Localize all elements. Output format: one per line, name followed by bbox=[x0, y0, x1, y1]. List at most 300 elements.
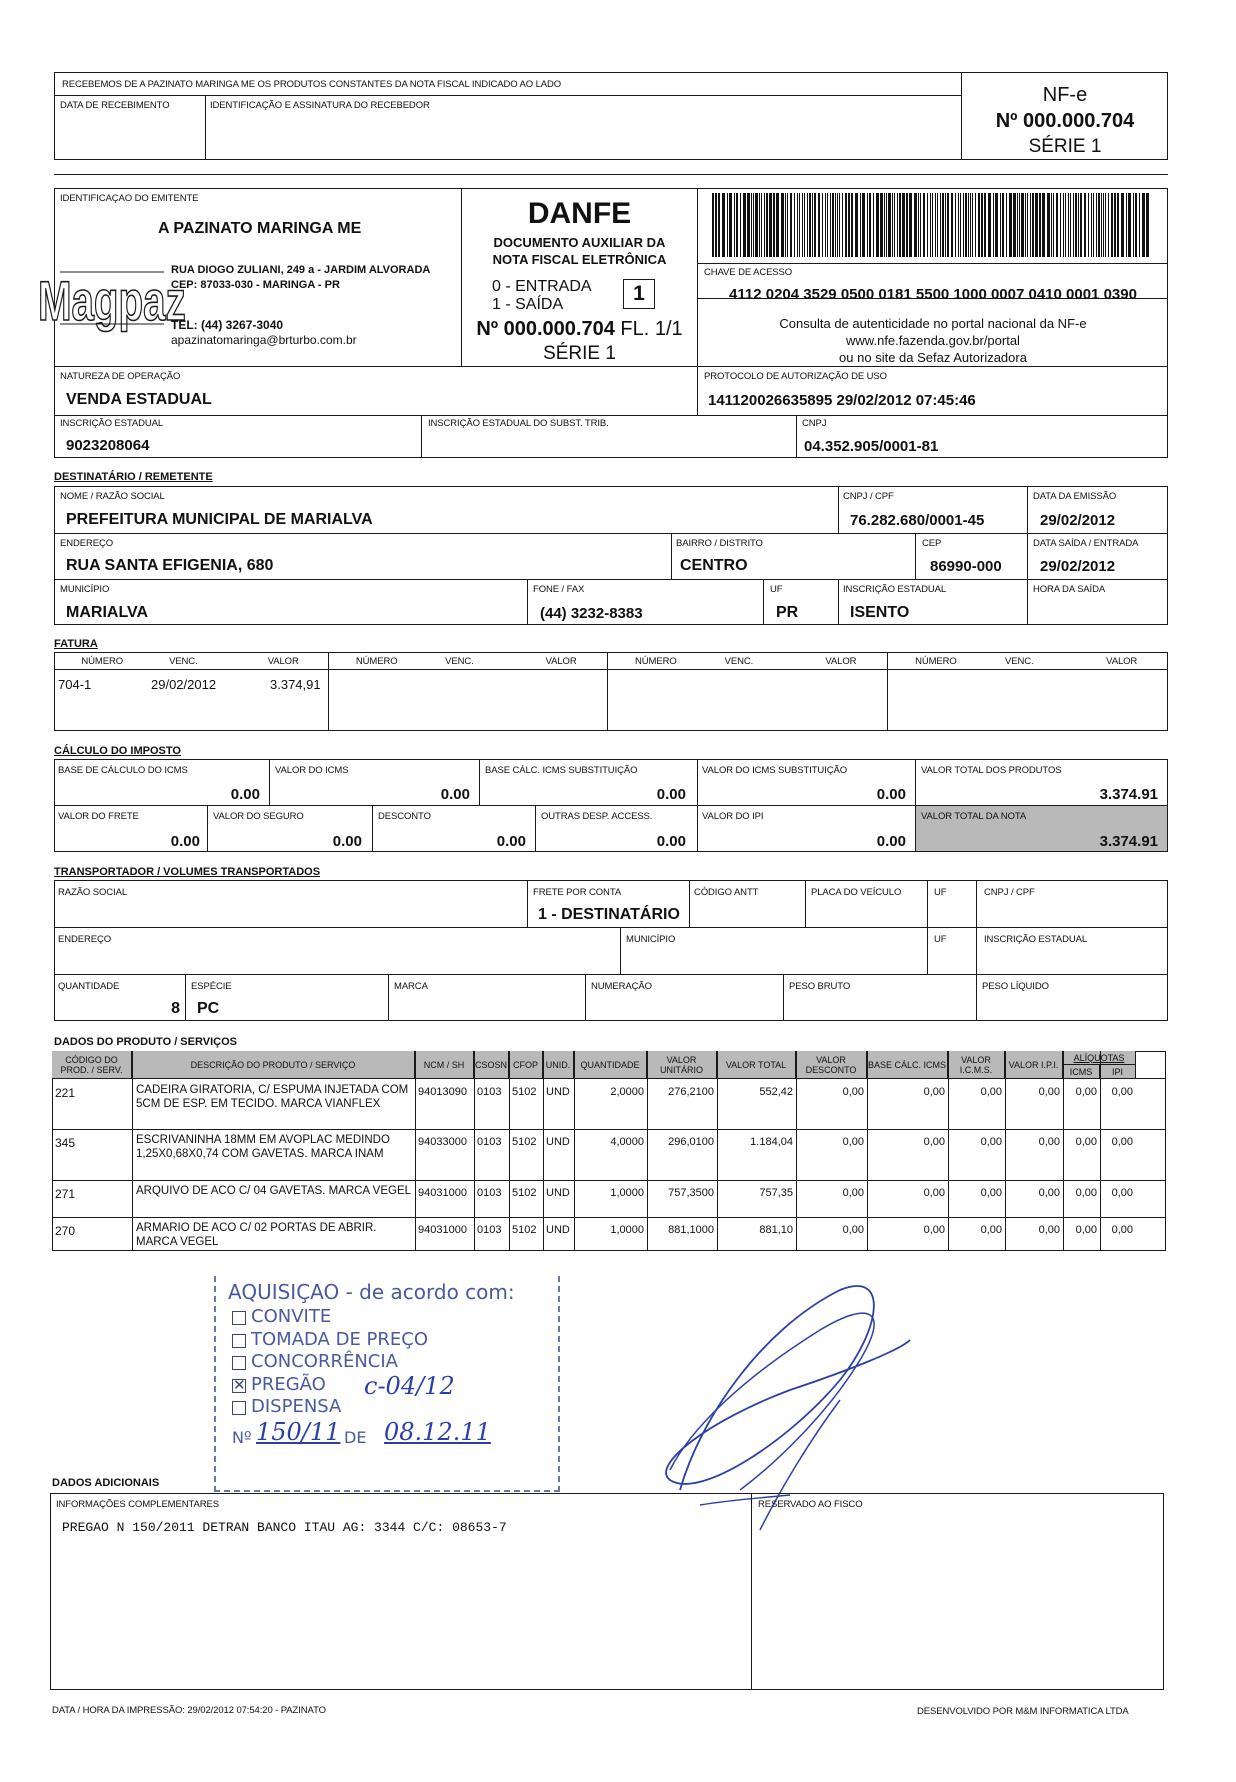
dest-nome-label: NOME / RAZÃO SOCIAL bbox=[60, 491, 165, 502]
fatura-header-numero: NÚMERO bbox=[81, 656, 124, 667]
produtos-header-vtot: VALOR TOTAL bbox=[717, 1051, 796, 1078]
cell-csosn: 0103 bbox=[477, 1187, 502, 1199]
barcode-bar bbox=[812, 193, 813, 257]
barcode-bar bbox=[935, 193, 936, 257]
barcode-bar bbox=[1070, 193, 1071, 257]
barcode-bar bbox=[1060, 193, 1061, 257]
fatura-header-valor: VALOR bbox=[1106, 656, 1138, 667]
barcode-bar bbox=[769, 193, 772, 257]
barcode-bar bbox=[1088, 193, 1089, 257]
fatura-header-numero: NÚMERO bbox=[635, 656, 677, 667]
danfe-numero-text: Nº 000.000.704 bbox=[476, 318, 615, 340]
produtos-header-desc: DESCRIÇÃO DO PRODUTO / SERVIÇO bbox=[132, 1051, 415, 1078]
barcode-bar bbox=[837, 193, 838, 257]
cell-vdesc: 0,00 bbox=[842, 1187, 864, 1199]
consulta-2: www.nfe.fazenda.gov.br/portal bbox=[846, 333, 1020, 348]
barcode-bar bbox=[832, 193, 834, 257]
barcode-bar bbox=[848, 193, 850, 257]
barcode-bar bbox=[993, 193, 994, 257]
cell-aipi: 0,00 bbox=[1111, 1136, 1133, 1148]
barcode-bar bbox=[923, 193, 925, 257]
danfe-title: DANFE bbox=[527, 197, 632, 230]
produtos-header-aliquotas: ALÍQUOTAS bbox=[1063, 1051, 1136, 1065]
fatura-header-valor: VALOR bbox=[267, 656, 299, 667]
barcode-bar bbox=[799, 193, 800, 257]
barcode-bar bbox=[1035, 193, 1038, 257]
cell-cfop: 5102 bbox=[512, 1187, 537, 1199]
stamp-option-label: DISPENSA bbox=[251, 1396, 342, 1417]
barcode-bar bbox=[984, 193, 986, 257]
barcode-bar bbox=[825, 193, 826, 257]
transp-municipio-label: MUNICÍPIO bbox=[626, 934, 676, 945]
barcode-bar bbox=[1030, 193, 1031, 257]
barcode-bar bbox=[727, 193, 728, 257]
produtos-header-cfop: CFOP bbox=[509, 1051, 543, 1078]
barcode-bar bbox=[751, 193, 752, 257]
base-icms-label: BASE DE CÁLCULO DO ICMS bbox=[58, 765, 188, 776]
base-icms: 0.00 bbox=[230, 786, 260, 803]
chave-label: CHAVE DE ACESSO bbox=[704, 267, 793, 278]
emitente-tel: TEL: (44) 3267-3040 bbox=[171, 318, 284, 332]
barcode-bar bbox=[1128, 193, 1131, 257]
cell-un: UND bbox=[546, 1136, 570, 1148]
cell-desc: ESCRIVANINHA 18MM EM AVOPLAC MEDINDO 1,25X0,68X0,74 COM GAVETAS. MARCA INAM bbox=[136, 1134, 390, 1160]
cell-vdesc: 0,00 bbox=[842, 1224, 864, 1236]
fatura-header-valor: VALOR bbox=[825, 656, 857, 667]
barcode-bar bbox=[1075, 193, 1077, 257]
barcode-bar bbox=[970, 193, 971, 257]
destinatario-section: DESTINATÁRIO / REMETENTE bbox=[54, 471, 213, 483]
barcode-bar bbox=[927, 193, 928, 257]
barcode-bar bbox=[1019, 193, 1020, 257]
barcode-bar bbox=[781, 193, 784, 257]
cell-vdesc: 0,00 bbox=[842, 1086, 864, 1098]
stamp-numero: 150/11 bbox=[256, 1418, 341, 1446]
dest-cnpj-label: CNPJ / CPF bbox=[843, 491, 894, 502]
canhoto-serie: SÉRIE 1 bbox=[1028, 136, 1102, 157]
stamp-de-label: DE bbox=[344, 1428, 367, 1447]
produtos-header-ncm: NCM / SH bbox=[415, 1051, 474, 1078]
barcode-bar bbox=[975, 193, 976, 257]
cell-cfop: 5102 bbox=[512, 1136, 537, 1148]
cell-qtd: 1,0000 bbox=[610, 1187, 644, 1199]
produtos-header-cod: CÓDIGO DO PROD. / SERV. bbox=[52, 1051, 132, 1078]
dashed-separator bbox=[54, 174, 1168, 175]
cell-vicms: 0,00 bbox=[980, 1187, 1002, 1199]
stamp-option-label: PREGÃO bbox=[251, 1373, 326, 1395]
barcode-bar bbox=[759, 193, 760, 257]
cell-desc: ARMARIO DE ACO C/ 02 PORTAS DE ABRIR. MARCA VEGEL bbox=[136, 1222, 377, 1248]
emitente-logo bbox=[37, 262, 186, 338]
barcode-bar bbox=[773, 193, 775, 257]
fatura-header-numero: NÚMERO bbox=[355, 656, 398, 667]
barcode-bar bbox=[862, 193, 865, 257]
cell-un: UND bbox=[546, 1187, 570, 1199]
barcode-bar bbox=[920, 193, 921, 257]
barcode-bar bbox=[914, 193, 917, 257]
barcode-bar bbox=[888, 193, 891, 257]
fisco-label: RESERVADO AO FISCO bbox=[758, 1499, 863, 1510]
produtos-header-un: UNID. bbox=[543, 1051, 574, 1078]
transp-frete-label: FRETE POR CONTA bbox=[533, 887, 622, 898]
cell-cod: 271 bbox=[55, 1187, 76, 1201]
barcode-bar bbox=[736, 193, 738, 257]
barcode-bar bbox=[776, 193, 779, 257]
transp-numeracao-label: NUMERAÇÃO bbox=[591, 981, 652, 992]
produtos-header-csosn: CSOSN bbox=[474, 1051, 509, 1078]
frete: 0.00 bbox=[170, 833, 200, 850]
dest-emissao-label: DATA DA EMISSÃO bbox=[1033, 491, 1117, 502]
barcode-bar bbox=[827, 193, 828, 257]
barcode-bar bbox=[764, 193, 765, 257]
barcode-bar bbox=[1000, 193, 1001, 257]
barcode-bar bbox=[1027, 193, 1028, 257]
cell-cod: 345 bbox=[55, 1136, 76, 1150]
barcode-bar bbox=[1098, 193, 1100, 257]
barcode-bar bbox=[899, 193, 901, 257]
total-nota: 3.374.91 bbox=[1099, 833, 1158, 850]
fatura-header-venc: VENC. bbox=[169, 656, 198, 667]
transp-uf-label: UF bbox=[934, 887, 947, 898]
cell-vipi: 0,00 bbox=[1038, 1136, 1060, 1148]
barcode-bar bbox=[867, 193, 868, 257]
barcode-bar bbox=[1111, 193, 1113, 257]
barcode-bar bbox=[729, 193, 732, 257]
natureza-label: NATUREZA DE OPERAÇÃO bbox=[60, 371, 181, 382]
cell-aicms: 0,00 bbox=[1075, 1224, 1097, 1236]
barcode bbox=[712, 193, 1152, 257]
danfe-subtitle-1: DOCUMENTO AUXILIAR DA bbox=[493, 235, 666, 250]
barcode-bar bbox=[909, 193, 912, 257]
dest-municipio-label: MUNICÍPIO bbox=[60, 584, 110, 595]
produtos-header-qtd: QUANTIDADE bbox=[574, 1051, 647, 1078]
produtos-section: DADOS DO PRODUTO / SERVIÇOS bbox=[54, 1036, 237, 1048]
barcode-bar bbox=[930, 193, 931, 257]
natureza-value: VENDA ESTADUAL bbox=[66, 391, 212, 408]
transp-antt-label: CÓDIGO ANTT bbox=[694, 887, 759, 898]
barcode-bar bbox=[1047, 193, 1050, 257]
cell-cfop: 5102 bbox=[512, 1224, 537, 1236]
danfe-serie: SÉRIE 1 bbox=[543, 343, 616, 364]
cell-aicms: 0,00 bbox=[1075, 1136, 1097, 1148]
produtos-header-vicms: VALOR I.C.M.S. bbox=[948, 1051, 1005, 1078]
dest-cep-label: CEP bbox=[922, 538, 942, 549]
transp-uf2-label: UF bbox=[934, 934, 947, 945]
barcode-bar bbox=[1021, 193, 1024, 257]
barcode-bar bbox=[1091, 193, 1092, 257]
cell-vtot: 881,10 bbox=[759, 1224, 793, 1236]
barcode-bar bbox=[753, 193, 754, 257]
cell-vunit: 276,2100 bbox=[668, 1086, 714, 1098]
barcode-bar bbox=[1121, 193, 1124, 257]
barcode-bar bbox=[1101, 193, 1102, 257]
barcode-bar bbox=[988, 193, 991, 257]
barcode-bar bbox=[1139, 193, 1140, 257]
barcode-bar bbox=[830, 193, 831, 257]
checkbox-concorrncia bbox=[232, 1356, 246, 1370]
barcode-bar bbox=[761, 193, 762, 257]
barcode-bar bbox=[1135, 193, 1137, 257]
cell-base: 0,00 bbox=[923, 1086, 945, 1098]
produtos-header-aipi: IPI bbox=[1100, 1065, 1136, 1078]
barcode-bar bbox=[794, 193, 795, 257]
icms-st: 0.00 bbox=[876, 786, 906, 803]
barcode-bar bbox=[860, 193, 861, 257]
cell-ncm: 94013090 bbox=[418, 1086, 467, 1098]
cell-vicms: 0,00 bbox=[980, 1224, 1002, 1236]
fatura-header-numero: NÚMERO bbox=[915, 656, 957, 667]
total-prod-label: VALOR TOTAL DOS PRODUTOS bbox=[921, 765, 1062, 776]
seguro-label: VALOR DO SEGURO bbox=[213, 811, 304, 822]
consulta-3: ou no site da Sefaz Autorizadora bbox=[839, 350, 1027, 365]
barcode-bar bbox=[965, 193, 967, 257]
barcode-bar bbox=[855, 193, 858, 257]
cell-desc: ARQUIVO DE ACO C/ 04 GAVETAS. MARCA VEGEL bbox=[136, 1185, 412, 1197]
stamp-option-label: CONVITE bbox=[251, 1306, 332, 1327]
produtos-header-vunit: VALOR UNITÁRIO bbox=[647, 1051, 717, 1078]
cell-vicms: 0,00 bbox=[980, 1136, 1002, 1148]
dest-nome: PREFEITURA MUNICIPAL DE MARIALVA bbox=[66, 511, 373, 528]
emitente-email: apazinatomaringa@brturbo.com.br bbox=[171, 333, 357, 347]
barcode-bar bbox=[955, 193, 956, 257]
barcode-bar bbox=[845, 193, 847, 257]
barcode-bar bbox=[1108, 193, 1109, 257]
dest-bairro: CENTRO bbox=[680, 557, 748, 574]
impressao: DATA / HORA DA IMPRESSÃO: 29/02/2012 07:54:20 - PAZINATO bbox=[52, 1705, 326, 1716]
produtos-header-aicms: ICMS bbox=[1063, 1065, 1100, 1078]
cnpj-label: CNPJ bbox=[802, 418, 827, 429]
transp-marca-label: MARCA bbox=[394, 981, 428, 992]
cell-base: 0,00 bbox=[923, 1136, 945, 1148]
identificacao-recebedor-label: IDENTIFICAÇÃO E ASSINATURA DO RECEBEDOR bbox=[210, 100, 430, 111]
barcode-bar bbox=[995, 193, 998, 257]
cell-aicms: 0,00 bbox=[1075, 1086, 1097, 1098]
total-prod: 3.374.91 bbox=[1099, 786, 1158, 803]
dest-cep: 86990-000 bbox=[930, 558, 1002, 575]
desconto-label: DESCONTO bbox=[378, 811, 431, 822]
barcode-bar bbox=[892, 193, 893, 257]
barcode-bar bbox=[932, 193, 933, 257]
protocolo-label: PROTOCOLO DE AUTORIZAÇÃO DE USO bbox=[704, 371, 887, 382]
fatura-header-venc: VENC. bbox=[1005, 656, 1034, 667]
barcode-bar bbox=[790, 193, 792, 257]
fatura-header-valor: VALOR bbox=[545, 656, 577, 667]
barcode-bar bbox=[873, 193, 874, 257]
barcode-bar bbox=[937, 193, 938, 257]
barcode-bar bbox=[876, 193, 879, 257]
barcode-bar bbox=[1096, 193, 1097, 257]
barcode-bar bbox=[884, 193, 885, 257]
transp-liquido-label: PESO LÍQUIDO bbox=[982, 981, 1049, 992]
icms-st-label: VALOR DO ICMS SUBSTITUIÇÃO bbox=[702, 765, 848, 776]
barcode-bar bbox=[802, 193, 803, 257]
barcode-bar bbox=[1146, 193, 1149, 257]
cell-qtd: 2,0000 bbox=[610, 1086, 644, 1098]
barcode-bar bbox=[945, 193, 946, 257]
cell-ncm: 94031000 bbox=[418, 1224, 467, 1236]
danfe-entrada: 0 - ENTRADA bbox=[492, 278, 592, 295]
dest-municipio: MARIALVA bbox=[66, 604, 149, 621]
cell-aipi: 0,00 bbox=[1111, 1224, 1133, 1236]
cell-qtd: 4,0000 bbox=[610, 1136, 644, 1148]
barcode-bar bbox=[981, 193, 983, 257]
cell-vipi: 0,00 bbox=[1038, 1086, 1060, 1098]
canhoto-header: RECEBEMOS DE A PAZINATO MARINGA ME OS PRODUTOS CONSTANTES DA NOTA FISCAL INDICADO AO LADO bbox=[62, 79, 562, 90]
cell-aicms: 0,00 bbox=[1075, 1187, 1097, 1199]
barcode-bar bbox=[902, 193, 905, 257]
ie-st-label: INSCRIÇÃO ESTADUAL DO SUBST. TRIB. bbox=[428, 418, 609, 429]
transp-qtd-label: QUANTIDADE bbox=[58, 981, 120, 992]
barcode-bar bbox=[743, 193, 746, 257]
danfe-tipo-box: 1 bbox=[623, 279, 655, 309]
danfe-numero bbox=[462, 318, 697, 341]
checkbox-dispensa bbox=[232, 1401, 246, 1415]
produtos-header-vipi: VALOR I.P.I. bbox=[1005, 1051, 1063, 1078]
cnpj-value: 04.352.905/0001-81 bbox=[804, 438, 939, 455]
stamp-title: AQUISIÇAO - de acordo com: bbox=[228, 1280, 515, 1304]
barcode-bar bbox=[1068, 193, 1069, 257]
desconto: 0.00 bbox=[496, 833, 526, 850]
stamp-option-label: TOMADA DE PREÇO bbox=[251, 1328, 429, 1350]
dest-ie: ISENTO bbox=[850, 604, 910, 621]
barcode-bar bbox=[1025, 193, 1026, 257]
fatura-numero: 704-1 bbox=[58, 677, 92, 692]
barcode-bar bbox=[734, 193, 735, 257]
barcode-bar bbox=[1114, 193, 1116, 257]
barcode-bar bbox=[951, 193, 953, 257]
dest-uf: PR bbox=[776, 604, 799, 621]
barcode-bar bbox=[835, 193, 836, 257]
barcode-bar bbox=[804, 193, 805, 257]
barcode-bar bbox=[886, 193, 887, 257]
ipi-label: VALOR DO IPI bbox=[702, 811, 764, 822]
barcode-bar bbox=[809, 193, 811, 257]
cell-aipi: 0,00 bbox=[1111, 1187, 1133, 1199]
barcode-bar bbox=[963, 193, 964, 257]
barcode-bar bbox=[755, 193, 758, 257]
adicionais-section: DADOS ADICIONAIS bbox=[52, 1477, 160, 1489]
barcode-bar bbox=[851, 193, 853, 257]
emitente-cep: CEP: 87033-030 - MARINGA - PR bbox=[171, 279, 340, 291]
barcode-bar bbox=[766, 193, 768, 257]
desenvolvido: DESENVOLVIDO POR M&M INFORMATICA LTDA bbox=[917, 1706, 1129, 1717]
barcode-bar bbox=[797, 193, 798, 257]
dest-endereco-label: ENDEREÇO bbox=[60, 538, 114, 549]
danfe-folha: FL. 1/1 bbox=[620, 318, 683, 340]
cell-vipi: 0,00 bbox=[1038, 1187, 1060, 1199]
barcode-bar bbox=[1032, 193, 1034, 257]
barcode-bar bbox=[842, 193, 843, 257]
canhoto-nfe: NF-e bbox=[1042, 84, 1088, 106]
frete-label: VALOR DO FRETE bbox=[58, 811, 139, 822]
icms-label: VALOR DO ICMS bbox=[275, 765, 349, 776]
svg-text:Magpaz: Magpaz bbox=[37, 270, 186, 333]
checkbox-convite bbox=[232, 1311, 246, 1325]
cell-aipi: 0,00 bbox=[1111, 1086, 1133, 1098]
danfe-saida: 1 - SAÍDA bbox=[492, 296, 564, 313]
outras: 0.00 bbox=[656, 833, 686, 850]
barcode-bar bbox=[787, 193, 788, 257]
barcode-bar bbox=[897, 193, 898, 257]
barcode-bar bbox=[1078, 193, 1079, 257]
produtos-header-vdesc: VALOR DESCONTO bbox=[796, 1051, 867, 1078]
fatura-header-venc: VENC. bbox=[445, 656, 474, 667]
barcode-bar bbox=[972, 193, 973, 257]
icms: 0.00 bbox=[440, 786, 470, 803]
barcode-bar bbox=[718, 193, 720, 257]
dest-saida-label: DATA SAÍDA / ENTRADA bbox=[1033, 538, 1139, 549]
barcode-bar bbox=[747, 193, 750, 257]
fatura-header-venc: VENC. bbox=[724, 656, 754, 667]
protocolo-value: 141120026635895 29/02/2012 07:45:46 bbox=[708, 392, 976, 409]
barcode-bar bbox=[894, 193, 895, 257]
cell-un: UND bbox=[546, 1224, 570, 1236]
chave-value: 4112 0204 3529 0500 0181 5500 1000 0007 0410 0001 0390 bbox=[729, 286, 1137, 303]
fatura-section: FATURA bbox=[54, 638, 98, 650]
checkbox-tomadadepreo bbox=[232, 1334, 246, 1348]
danfe-subtitle-2: NOTA FISCAL ELETRÔNICA bbox=[492, 252, 667, 267]
pregao-ref: c-04/12 bbox=[364, 1372, 455, 1400]
cell-vtot: 1.184,04 bbox=[750, 1136, 793, 1148]
fatura-valor: 3.374,91 bbox=[270, 677, 321, 692]
barcode-bar bbox=[906, 193, 908, 257]
cell-vipi: 0,00 bbox=[1038, 1224, 1060, 1236]
barcode-bar bbox=[1006, 193, 1007, 257]
total-nota-label: VALOR TOTAL DA NOTA bbox=[921, 811, 1027, 822]
barcode-bar bbox=[1013, 193, 1016, 257]
emitente-nome: A PAZINATO MARINGA ME bbox=[158, 220, 362, 237]
emitente-label: IDENTIFICAÇAO DO EMITENTE bbox=[60, 193, 199, 204]
seguro: 0.00 bbox=[332, 833, 362, 850]
canhoto-numero: Nº 000.000.704 bbox=[995, 110, 1135, 132]
dest-emissao: 29/02/2012 bbox=[1040, 512, 1116, 529]
cell-vdesc: 0,00 bbox=[842, 1136, 864, 1148]
dest-cnpj: 76.282.680/0001-45 bbox=[850, 512, 985, 529]
ipi: 0.00 bbox=[876, 833, 906, 850]
barcode-bar bbox=[818, 193, 820, 257]
cell-desc: CADEIRA GIRATORIA, C/ ESPUMA INJETADA COM 5CM DE ESP. EM TECIDO. MARCA VIANFLEX bbox=[136, 1084, 409, 1110]
stamp-data: 08.12.11 bbox=[384, 1418, 491, 1446]
dest-saida: 29/02/2012 bbox=[1040, 558, 1116, 575]
base-st: 0.00 bbox=[656, 786, 686, 803]
fatura-block bbox=[54, 652, 1168, 731]
barcode-bar bbox=[822, 193, 823, 257]
transp-especie: PC bbox=[197, 1000, 220, 1017]
cell-vicms: 0,00 bbox=[980, 1086, 1002, 1098]
magpaz-logo-graphic bbox=[37, 262, 186, 338]
dest-fone: (44) 3232-8383 bbox=[540, 605, 643, 622]
cell-csosn: 0103 bbox=[477, 1086, 502, 1098]
ie-value: 9023208064 bbox=[66, 437, 150, 454]
barcode-bar bbox=[785, 193, 786, 257]
barcode-bar bbox=[940, 193, 941, 257]
barcode-bar bbox=[1065, 193, 1066, 257]
transp-ie-label: INSCRIÇÃO ESTADUAL bbox=[984, 934, 1088, 945]
barcode-bar bbox=[978, 193, 980, 257]
barcode-bar bbox=[740, 193, 741, 257]
barcode-bar bbox=[968, 193, 969, 257]
barcode-bar bbox=[1126, 193, 1127, 257]
cell-qtd: 1,0000 bbox=[610, 1224, 644, 1236]
barcode-bar bbox=[712, 193, 714, 257]
barcode-bar bbox=[1073, 193, 1074, 257]
emitente-endereco: RUA DIOGO ZULIANI, 249 a - JARDIM ALVORADA bbox=[171, 264, 431, 276]
dest-hora-label: HORA DA SAÍDA bbox=[1033, 584, 1106, 595]
cell-cod: 221 bbox=[55, 1086, 76, 1100]
produtos-header-base: BASE CÁLC. ICMS bbox=[867, 1051, 948, 1078]
transportador-block bbox=[54, 880, 1168, 1021]
barcode-bar bbox=[1002, 193, 1004, 257]
